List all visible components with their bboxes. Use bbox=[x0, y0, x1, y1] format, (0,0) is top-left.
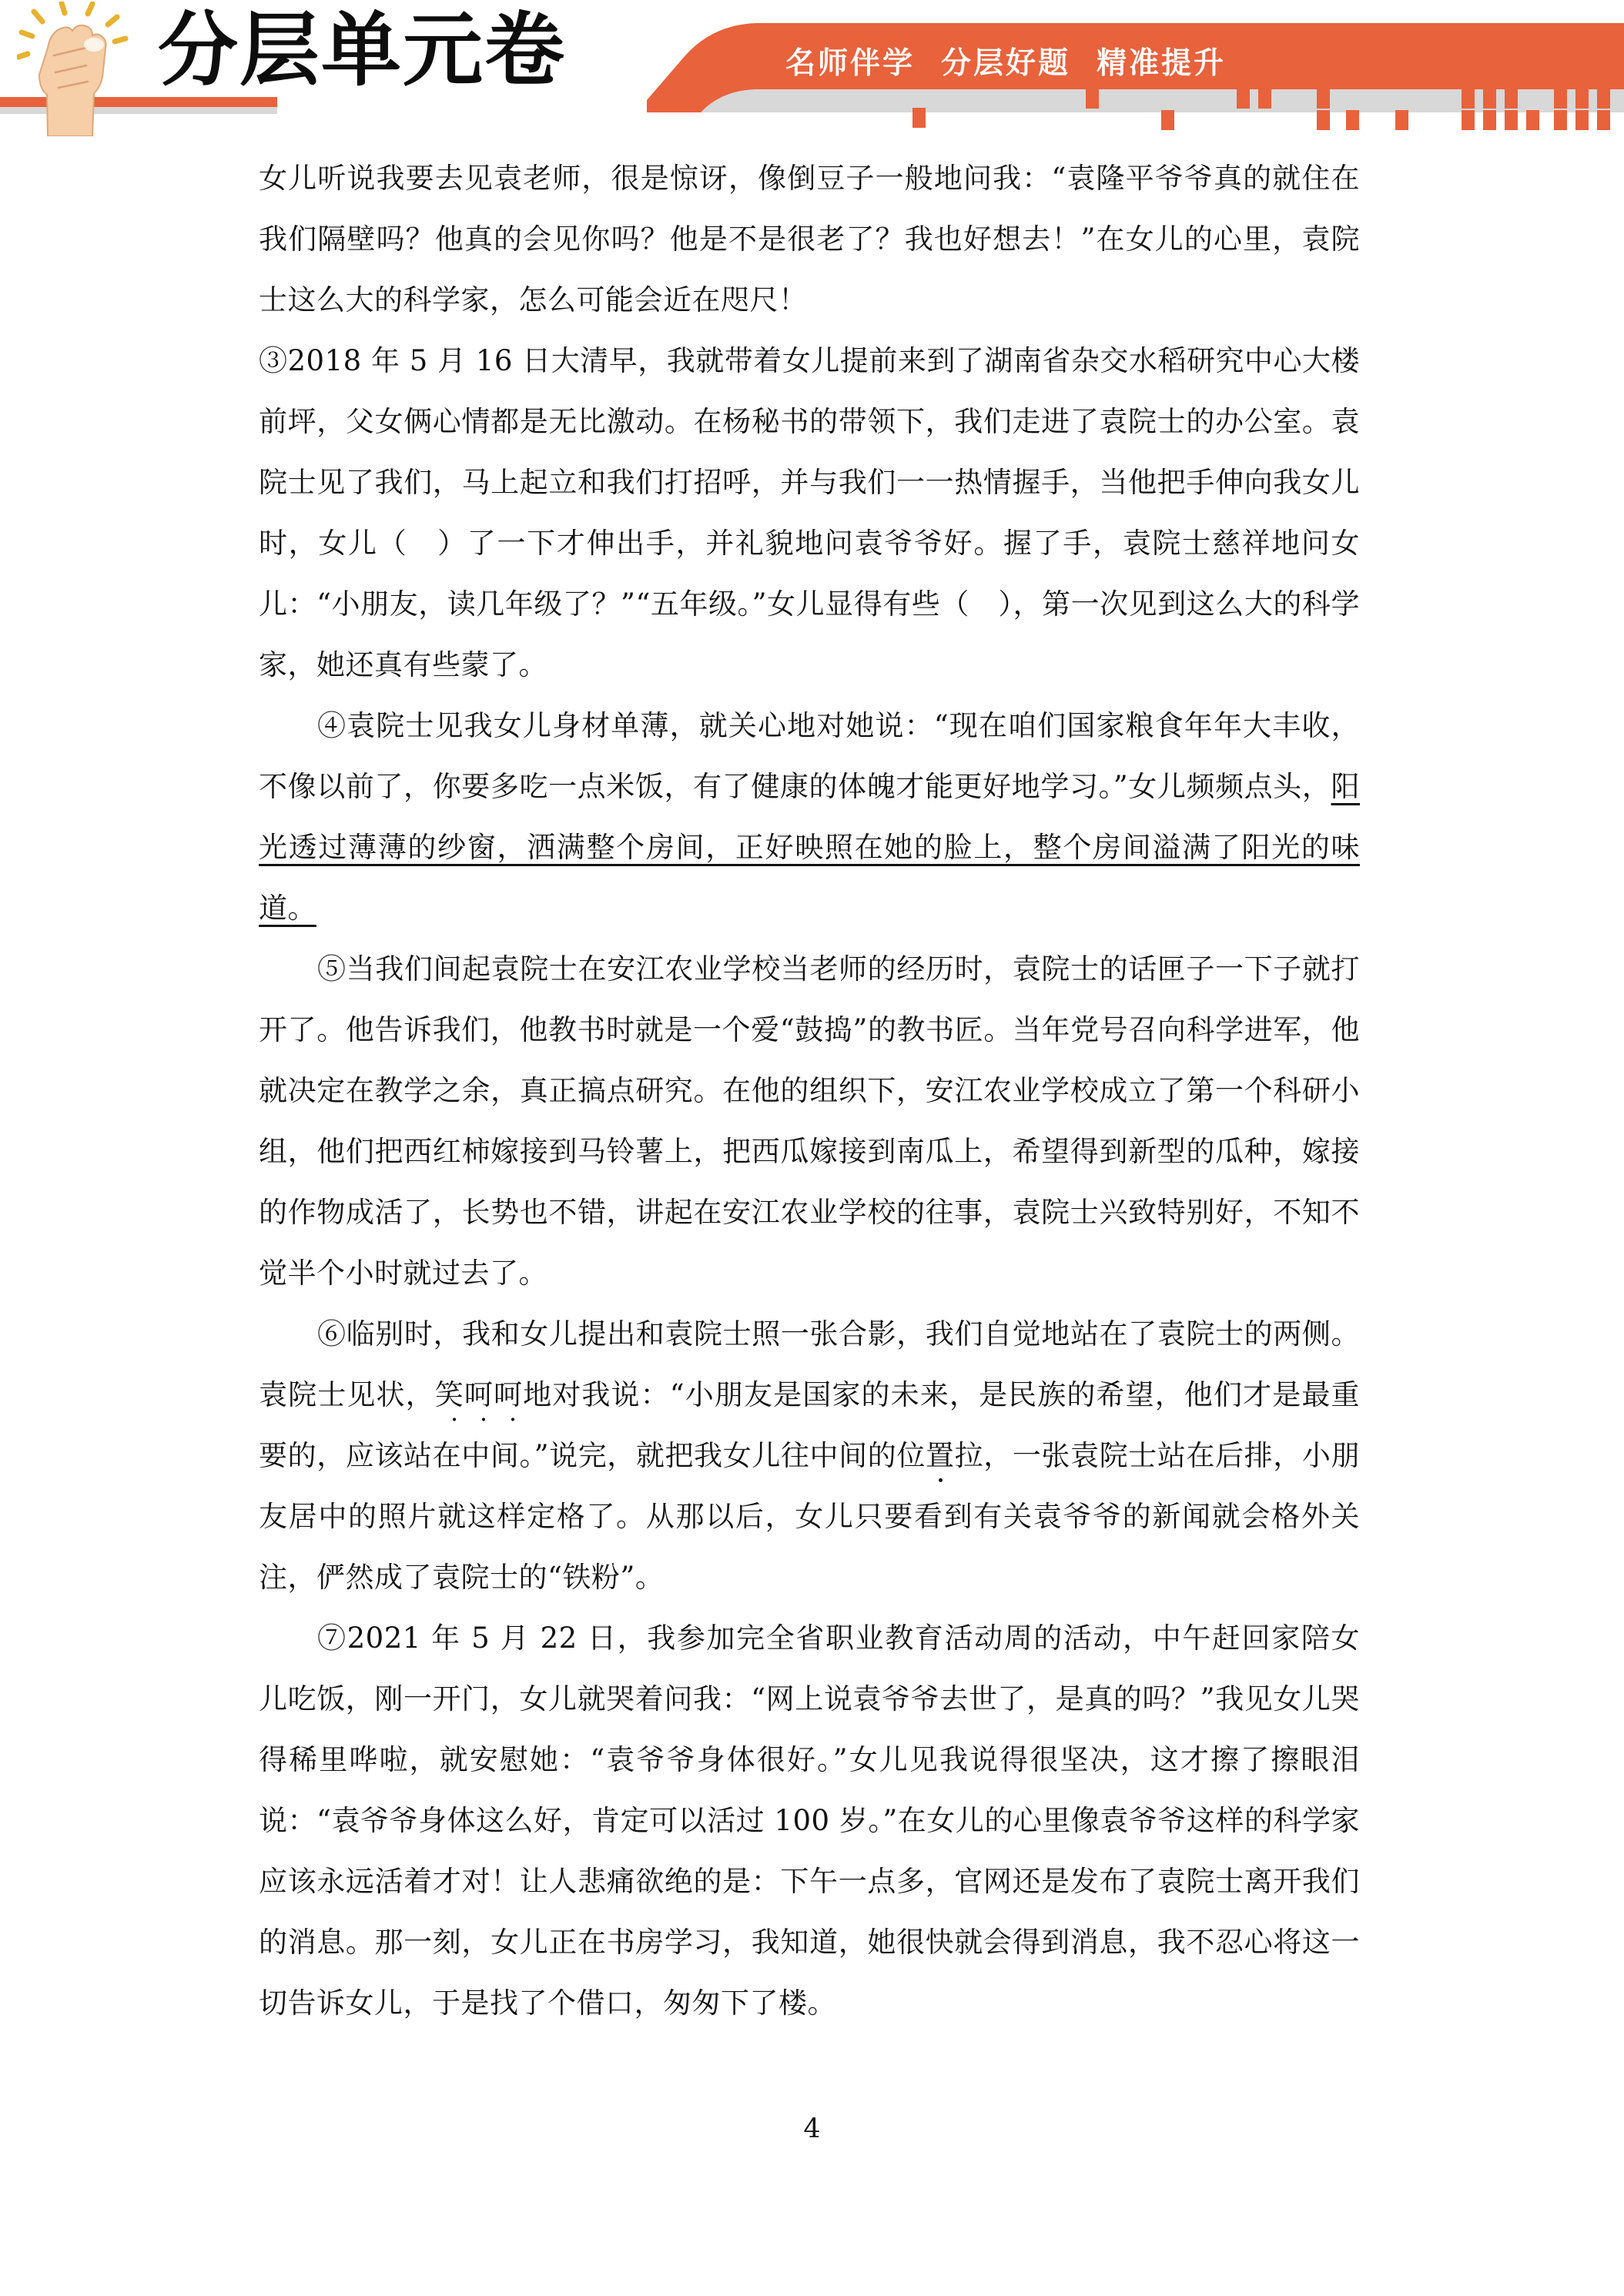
page-title: 分层单元卷 bbox=[158, 3, 567, 97]
decorative-dot-pattern bbox=[839, 86, 1624, 140]
deco-square bbox=[1462, 110, 1475, 130]
paragraph-6-emphasis-dotted: 笑呵呵 bbox=[434, 1378, 524, 1411]
paragraph-4-underlined-clause: 阳光透过薄薄的纱窗，洒满整个房间，正好映照在她的脸上，整个房间溢满了阳光的味道。 bbox=[259, 770, 1360, 925]
raised-fist-icon bbox=[17, 2, 140, 136]
paragraph-4-lead: ④袁院士见我女儿身材单薄，就关心地对她说：“现在咱们国家粮食年年大丰收，不像以前了，你要多吃一点米饭，有了健康的体魄才能更好地学习。”女儿频频点头， bbox=[259, 709, 1360, 803]
paragraph-7: ⑦2021 年 5 月 22 日，我参加完全省职业教育活动周的活动，中午赶回家陪女儿吃饭，刚一开门，女儿就哭着问我：“网上说袁爷爷去世了，是真的吗？”我见女儿哭得稀里哗啦，就安慰她：“袁爷爷身体很好。”女儿见我说得很坚决，这才擦了擦眼泪说：“袁爷爷身体这么好，肯定可以活过 100 岁。”在女儿的心里像袁爷爷这样的科学家应该永远活着才对！让人悲痛欲绝的是：下午一点多，官网还是发布了袁院士离开我们的消息。那一刻，女儿正在书房学习，我知道，她很快就会得到消息，我不忍心将这一切告诉女儿，于是找了个借口，匆匆下了楼。 bbox=[259, 1622, 1360, 2020]
paragraph-6-part-a: ⑥临别时，我和女儿提出和袁院士照一张合影，我们自觉地站在了袁院士的两侧。袁院士见状， bbox=[259, 1317, 1360, 1411]
deco-square bbox=[1346, 110, 1359, 130]
deco-square bbox=[1575, 110, 1589, 130]
paragraph-3: ③2018 年 5 月 16 日大清早，我就带着女儿提前来到了湖南省杂交水稻研究中心大楼前坪，父女俩心情都是无比激动。在杨秘书的带领下，我们走进了袁院士的办公室。袁院士见了我们，马上起立和我们打招呼，并与我们一一热情握手，当他把手伸向我女儿时，女儿（ ）了一下才伸出手，并礼貌地问袁爷爷好。握了手，袁院士慈祥地问女儿：“小朋友，读几年级了？”“五年级。”女儿显得有些（ ），第一次见到这么大的科学家，她还真有些蒙了。 bbox=[259, 344, 1360, 681]
deco-square bbox=[1395, 110, 1408, 130]
paragraph-6 bbox=[259, 1304, 1360, 1608]
paragraph-6-part-c: 拉，一张袁院士站在后排，小朋友居中的照片就这样定格了。从那以后，女儿只要看到有关袁爷爷的新闻就会格外关注，俨然成了袁院士的“铁粉”。 bbox=[259, 1439, 1361, 1594]
paragraph-4 bbox=[259, 695, 1360, 939]
deco-square bbox=[1317, 110, 1330, 130]
banner-taglines bbox=[785, 39, 1226, 82]
banner-tagline-2: 分层好题 bbox=[941, 46, 1071, 81]
deco-square bbox=[1505, 89, 1518, 109]
banner-tagline-3: 精准提升 bbox=[1097, 46, 1227, 81]
article-body bbox=[259, 148, 1360, 2033]
page-header bbox=[0, 0, 1624, 142]
paragraph-6-part-b: 地对我说：“小朋友是国家的未来，是民族的希望，他们才是最重要的，应该站在中间。”说完，就把我女儿往中间的位 bbox=[259, 1378, 1361, 1472]
deco-square bbox=[1483, 110, 1496, 130]
deco-square bbox=[1483, 89, 1496, 109]
deco-square bbox=[1161, 110, 1174, 130]
page-number: 4 bbox=[803, 2114, 821, 2144]
deco-square bbox=[1575, 89, 1589, 109]
deco-square bbox=[1462, 89, 1475, 109]
paragraph-6-emphasis-single-dot: 置 bbox=[926, 1439, 955, 1472]
banner-tagline-1: 名师伴学 bbox=[785, 46, 916, 81]
deco-square bbox=[1597, 89, 1610, 109]
deco-square bbox=[1086, 89, 1099, 109]
deco-square bbox=[1526, 110, 1539, 130]
paragraph-continuation: 女儿听说我要去见袁老师，很是惊讶，像倒豆子一般地问我：“袁隆平爷爷真的就住在我们隔壁吗？他真的会见你吗？他是不是很老了？我也好想去！”在女儿的心里，袁院士这么大的科学家，怎么可能会近在咫尺！ bbox=[259, 162, 1360, 316]
deco-square bbox=[1505, 110, 1518, 130]
deco-square bbox=[912, 108, 926, 128]
deco-square bbox=[1237, 89, 1250, 109]
deco-square bbox=[1597, 110, 1610, 130]
deco-square bbox=[1258, 89, 1271, 109]
deco-square bbox=[1554, 110, 1567, 130]
deco-square bbox=[1554, 89, 1567, 109]
paragraph-5: ⑤当我们间起袁院士在安江农业学校当老师的经历时，袁院士的话匣子一下子就打开了。他告诉我们，他教书时就是一个爱“鼓捣”的教书匠。当年党号召向科学进军，他就决定在教学之余，真正搞点研究。在他的组织下，安江农业学校成立了第一个科研小组，他们把西红柿嫁接到马铃薯上，把西瓜嫁接到南瓜上，希望得到新型的瓜种，嫁接的作物成活了，长势也不错，讲起在安江农业学校的往事，袁院士兴致特别好，不知不觉半个小时就过去了。 bbox=[259, 952, 1360, 1290]
deco-square bbox=[1317, 89, 1330, 109]
